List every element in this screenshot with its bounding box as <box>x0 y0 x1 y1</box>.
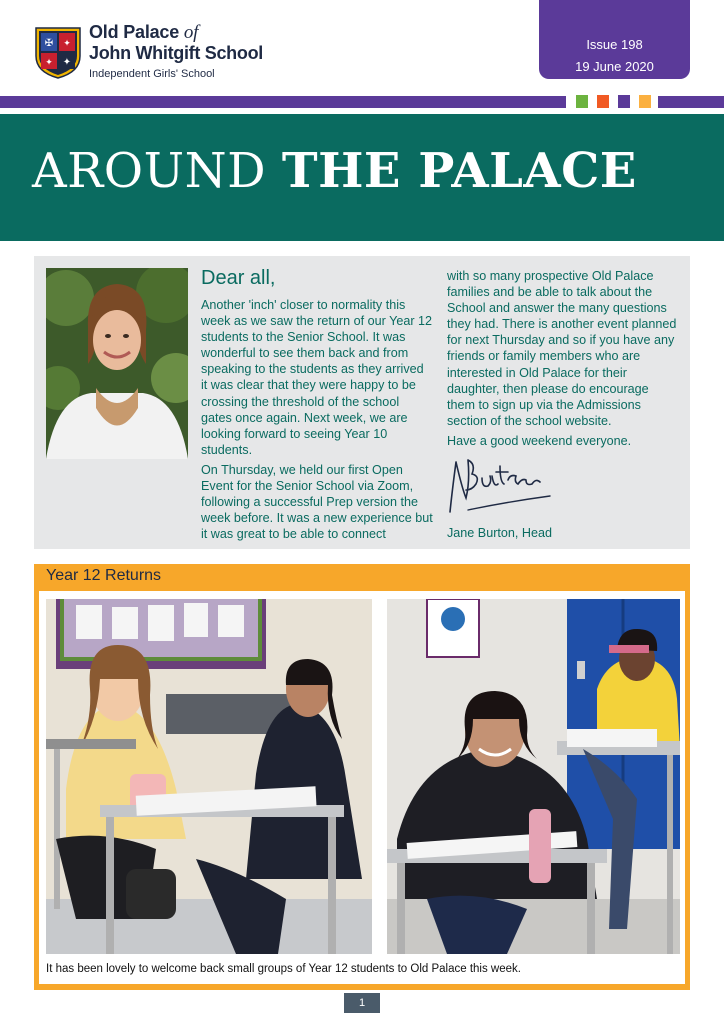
purple-square <box>618 95 630 108</box>
masthead-title-light: AROUND <box>32 143 267 199</box>
school-name <box>89 22 263 80</box>
green-square <box>576 95 588 108</box>
svg-text:✦: ✦ <box>45 58 53 68</box>
school-type: Independent Girls' School <box>89 68 215 80</box>
svg-text:✠: ✠ <box>44 38 54 49</box>
page-number: 1 <box>344 993 380 1013</box>
students-photo-right <box>387 599 680 954</box>
school-crest-logo <box>34 26 82 80</box>
letter-paragraph: Have a good weekend everyone. <box>447 433 632 448</box>
letter-column-2 <box>447 268 679 453</box>
year12-title: Year 12 Returns <box>46 567 162 584</box>
orange-square <box>597 95 609 108</box>
masthead-title <box>32 143 637 199</box>
photo-caption: It has been lovely to welcome back small groups of Year 12 students to Old Palace this week. <box>46 963 521 975</box>
letter-greeting: Dear all, <box>201 267 276 289</box>
svg-text:✦: ✦ <box>62 57 72 68</box>
issue-badge <box>539 0 690 79</box>
letter-column-1 <box>201 297 433 546</box>
issue-number: Issue 198 <box>586 37 643 52</box>
yellow-square <box>639 95 651 108</box>
letter-signoff: Jane Burton, Head <box>447 526 553 540</box>
masthead-title-bold: THE PALACE <box>281 143 637 199</box>
head-portrait-photo <box>46 268 188 459</box>
students-photo-left <box>46 599 372 954</box>
svg-text:✦: ✦ <box>63 39 71 49</box>
letter-paragraph: On Thursday, we held our first Open Event for the Senior School via Zoom, following a successful Prep version the week before. It was a new experience but it was great to be able to connect <box>201 462 433 542</box>
letter-paragraph: Another 'inch' closer to normality this week as we saw the return of our Year 12 students to the Senior School. It was wonderful to see them back and from speaking to the students as they arrived it was clear that they were happy to be crossing the threshold of the school gates once again. Next week, we are looking forward to seeing Year 10 students. <box>201 298 433 457</box>
letter-paragraph: with so many prospective Old Palace families and be able to talk about the School and answer the many questions they had. There is another event planned for next Thursday and so if you have any friends or family members who are interested in Old Palace for their daughter, then please do encourage them to sign up via the Admissions section of the school website. <box>447 269 677 428</box>
head-signature <box>446 452 558 520</box>
school-name-line2: John Whitgift School <box>89 43 263 63</box>
school-name-line1: Old Palace of <box>89 22 199 43</box>
issue-date: 19 June 2020 <box>575 59 654 74</box>
